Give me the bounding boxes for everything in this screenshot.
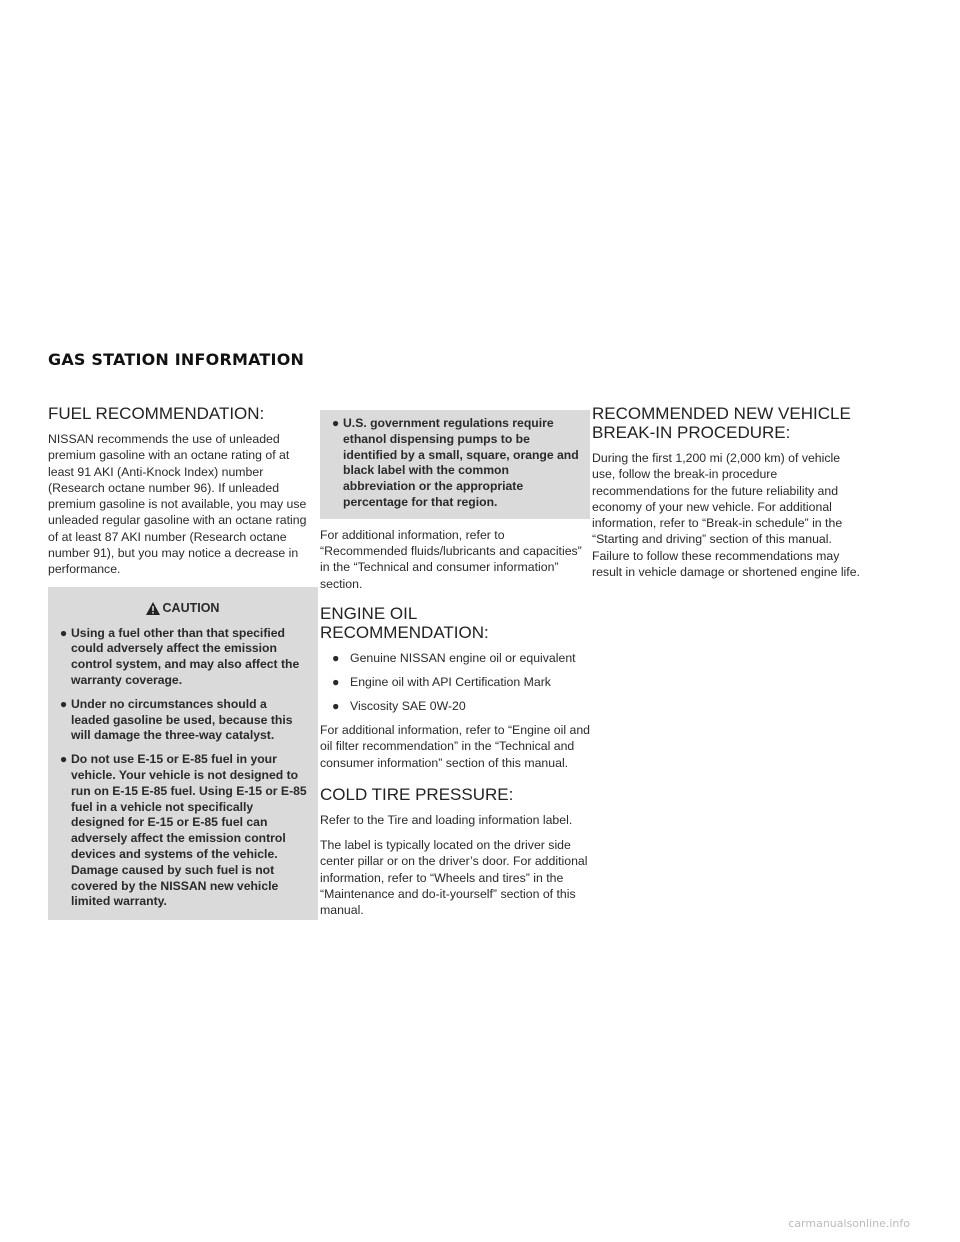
list-item <box>332 674 590 690</box>
fuel-body: NISSAN recommends the use of unleaded premium gasoline with an octane rating of at least 91 AKI (Anti-Knock Index) number (Research octane number 96). If unleaded premium gasoline is not available, you may use unleaded regular gasoline with an octane rating of at least 87 AKI number (Research octane number 91), but you may notice a decrease in performance. <box>48 432 307 577</box>
list-item <box>332 698 590 714</box>
column-2 <box>320 410 590 928</box>
list-item-text: Engine oil with API Certification Mark <box>350 674 551 689</box>
breakin-body: During the first 1,200 mi (2,000 km) of vehicle use, follow the break-in procedure recommendations for the future reliability and economy of your new vehicle. For additional information, refer to “Break-in schedule” in the “Starting and driving” section of this manual. Failure to follow these recommendations may result in vehicle damage or shortened engine life. <box>592 451 860 580</box>
caution-box-continued <box>320 410 590 519</box>
list-item-text: Viscosity SAE 0W-20 <box>350 698 466 713</box>
caution-item <box>56 626 308 689</box>
bullet-icon: ● <box>59 625 68 640</box>
tire-heading: COLD TIRE PRESSURE: <box>320 784 514 804</box>
fuel-more-info: For additional information, refer to “Recommended fluids/lubricants and capacities” in the “Technical and consumer information” section. <box>320 527 582 591</box>
caution-item <box>328 416 580 511</box>
fuel-heading: FUEL RECOMMENDATION: <box>48 404 265 423</box>
bullet-icon: ● <box>332 650 340 665</box>
bullet-icon: ● <box>59 752 68 767</box>
warning-icon <box>145 601 161 616</box>
caution-item-text: Under no circumstances should a leaded gasoline be used, because this will damage the three-way catalyst. <box>71 696 293 743</box>
oil-heading: ENGINE OIL RECOMMENDATION: <box>320 603 489 642</box>
caution-item-text: Using a fuel other than that specified could adversely affect the emission control system, and may also affect the warranty coverage. <box>71 625 300 688</box>
column-3 <box>592 404 862 589</box>
oil-list <box>320 650 590 714</box>
tire-para-2: The label is typically located on the driver side center pillar or on the driver’s door. For additional information, refer to “Wheels and tires” in the “Maintenance and do-it-yourself” section of this manual. <box>320 838 588 918</box>
bullet-icon: ● <box>331 416 340 430</box>
list-item-text: Genuine NISSAN engine oil or equivalent <box>350 650 576 665</box>
breakin-heading: RECOMMENDED NEW VEHICLE BREAK-IN PROCEDURE: <box>592 404 851 442</box>
bullet-icon: ● <box>332 698 340 713</box>
caution-item-text: U.S. government regulations require ethanol dispensing pumps to be identified by a small, square, orange and black label with the common abbreviation or the appropriate percentage for that region. <box>343 416 579 509</box>
column-1 <box>48 404 318 920</box>
caution-item <box>56 752 308 910</box>
bullet-icon: ● <box>59 696 68 711</box>
tire-para-1: Refer to the Tire and loading information label. <box>320 812 573 827</box>
caution-box <box>48 587 318 921</box>
oil-more-info: For additional information, refer to “Engine oil and oil filter recommendation” in the “Technical and consumer information” section of this manual. <box>320 722 590 770</box>
caution-item <box>56 697 308 744</box>
list-item <box>332 650 590 666</box>
section-title: GAS STATION INFORMATION <box>48 350 305 369</box>
bullet-icon: ● <box>332 674 340 689</box>
caution-label: CAUTION <box>162 601 220 616</box>
caution-item-text: Do not use E-15 or E-85 fuel in your vehicle. Your vehicle is not designed to run on E-15 E-85 fuel. Using E-15 or E-85 fuel in a vehicle not specifically designed for E-15 or E-85 fuel can adversely affect the emission control devices and systems of the vehicle. Damage caused by such fuel is not covered by the NISSAN new vehicle limited warranty. <box>71 752 307 909</box>
watermark-logo: carmanualsonline.info <box>788 1217 910 1230</box>
caution-header <box>56 601 308 616</box>
